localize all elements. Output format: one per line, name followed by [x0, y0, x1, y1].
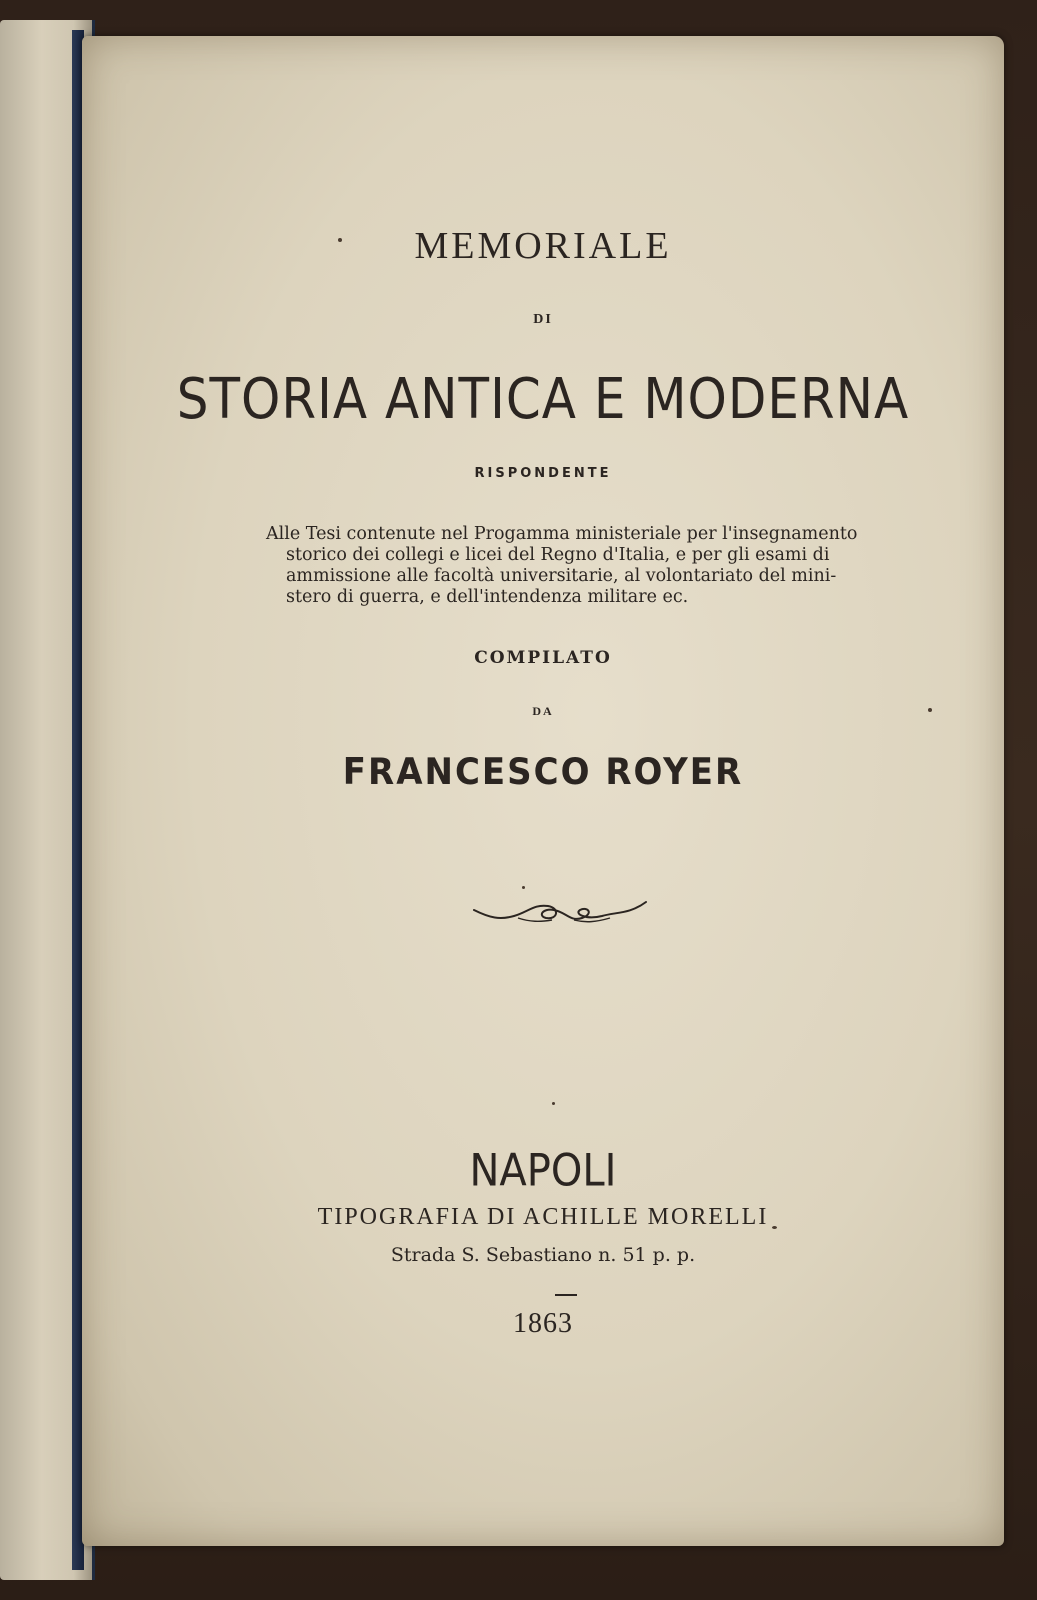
flourish-ornament-icon [470, 896, 650, 930]
paper-speck [552, 1102, 555, 1105]
publication-year: 1863 [513, 1308, 573, 1339]
book-title: MEMORIALE [414, 225, 672, 267]
description-paragraph [266, 524, 858, 608]
description-line: storico dei collegi e licei del Regno d'Italia, e per gli esami di [286, 545, 830, 565]
publication-city: NAPOLI [469, 1145, 617, 1197]
paper-speck [522, 886, 525, 889]
description-line: ammissione alle facoltà universitarie, al volontariato del mini- [286, 566, 837, 586]
compilato-label: COMPILATO [474, 648, 612, 668]
divider-dash [555, 1294, 577, 1296]
printer-name: TIPOGRAFIA DI ACHILLE MORELLI [317, 1204, 769, 1230]
description-line: Alle Tesi contenute nel Progamma ministeriale per l'insegnamento [266, 524, 858, 544]
title-page [82, 36, 1004, 1546]
paper-speck [928, 708, 932, 712]
rispondente-label: RISPONDENTE [474, 466, 612, 481]
book-subject: STORIA ANTICA E MODERNA [176, 366, 910, 432]
paper-speck [338, 238, 342, 242]
author-name: FRANCESCO ROYER [342, 750, 744, 794]
title-connector-di: DI [533, 312, 553, 327]
paper-speck [772, 1226, 777, 1229]
da-label: DA [532, 704, 554, 718]
printer-address: Strada S. Sebastiano n. 51 p. p. [390, 1244, 696, 1266]
description-line: stero di guerra, e dell'intendenza militare ec. [286, 587, 689, 607]
